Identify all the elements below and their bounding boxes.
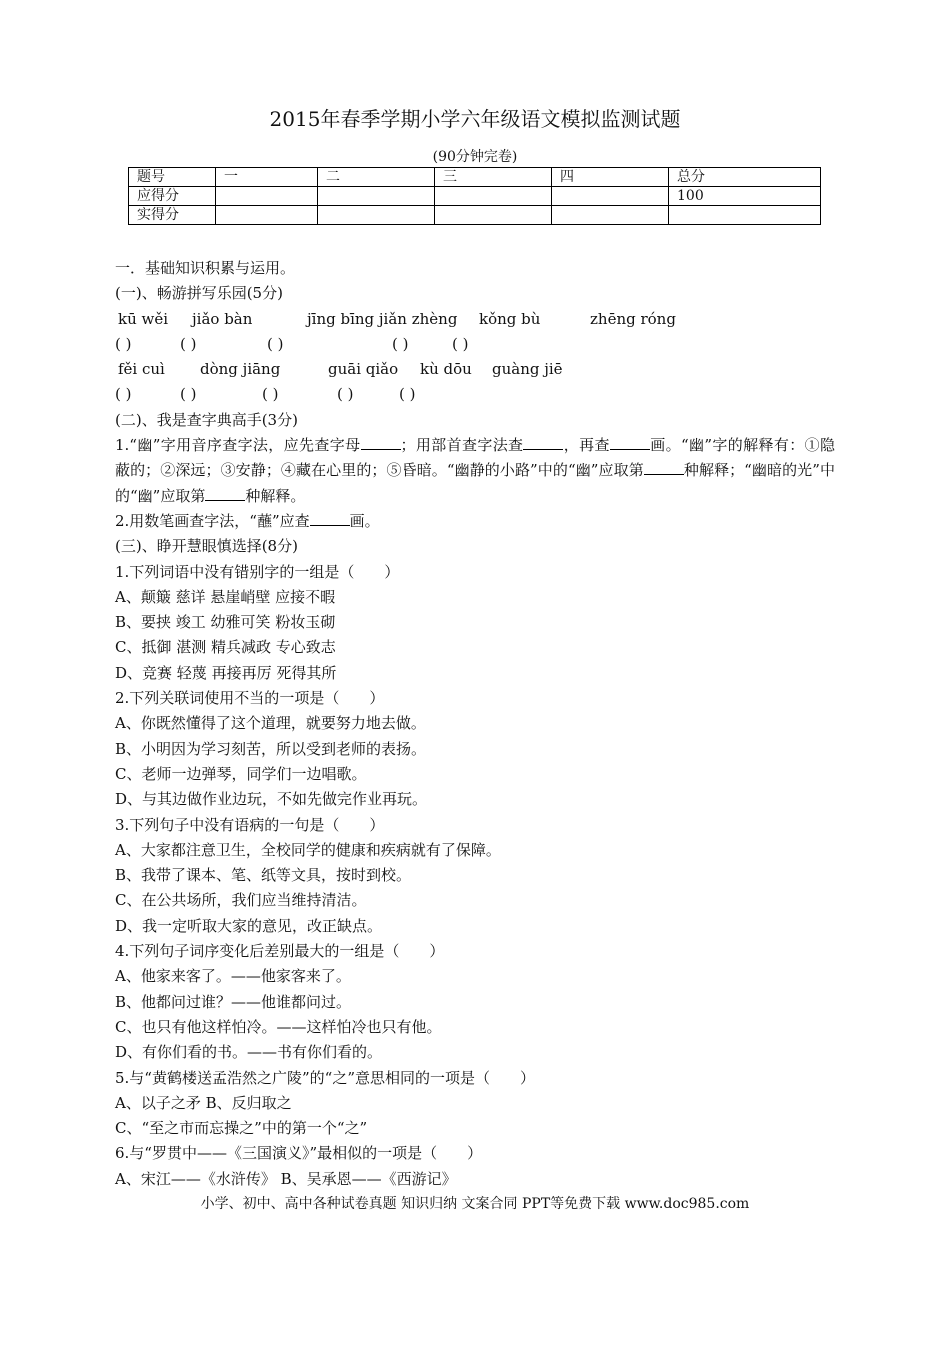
option-line[interactable]: A、大家都注意卫生，全校同学的健康和疾病就有了保障。 <box>115 840 501 859</box>
option-line[interactable]: C、抵御 湛测 精兵减政 专心致志 <box>115 638 336 657</box>
table-cell: 应得分 <box>129 187 216 206</box>
option-line[interactable]: D、竞赛 轻蔑 再接再厉 死得其所 <box>115 663 337 682</box>
table-cell[interactable] <box>552 187 669 206</box>
pinyin-item: guāi qiǎo <box>328 360 399 379</box>
table-cell[interactable] <box>318 187 435 206</box>
answer-blank[interactable]: ( ) <box>452 334 469 353</box>
fill-blank[interactable] <box>610 435 650 450</box>
pinyin-item: fěi cuì <box>118 360 165 379</box>
answer-blank[interactable]: ( ) <box>180 334 197 353</box>
text-segment: 1.“幽”字用音序查字法，应先查字母 <box>115 436 361 455</box>
option-line[interactable]: B、小明因为学习刻苦，所以受到老师的表扬。 <box>115 739 427 758</box>
fill-blank[interactable] <box>205 486 245 501</box>
option-line[interactable]: D、我一定听取大家的意见，改正缺点。 <box>115 916 383 935</box>
option-line[interactable]: A、以子之矛 B、反归取之 <box>115 1093 292 1112</box>
option-line[interactable]: C、老师一边弹琴，同学们一边唱歌。 <box>115 764 367 783</box>
text-segment: 画。 <box>349 511 380 530</box>
answer-blank[interactable]: ( ) <box>262 385 279 404</box>
option-line[interactable]: A、宋江——《水浒传》 B、吴承恩——《西游记》 <box>115 1169 457 1188</box>
table-cell: 一 <box>216 168 318 187</box>
question-line: 5.与“黄鹤楼送孟浩然之广陵”的“之”意思相同的一项是（ ） <box>115 1068 535 1087</box>
option-line[interactable]: B、他都问过谁？——他谁都问过。 <box>115 992 352 1011</box>
table-cell: 题号 <box>129 168 216 187</box>
fill-blank[interactable] <box>523 435 563 450</box>
text-segment: ，再查 <box>563 436 610 455</box>
option-line[interactable]: B、要挟 竣工 幼雅可笑 粉妆玉砌 <box>115 613 336 632</box>
table-cell[interactable] <box>318 206 435 225</box>
option-line[interactable]: A、你既然懂得了这个道理，就要努力地去做。 <box>115 714 426 733</box>
table-cell[interactable] <box>216 206 318 225</box>
table-cell: 实得分 <box>129 206 216 225</box>
page-title: 2015年春季学期小学六年级语文模拟监测试题 <box>269 107 681 131</box>
answer-blank[interactable]: ( ) <box>115 334 132 353</box>
fill-blank[interactable] <box>644 460 684 475</box>
answer-blank[interactable]: ( ) <box>180 385 197 404</box>
question-line: 2.下列关联词使用不当的一项是（ ） <box>115 689 385 708</box>
question-line: 3.下列句子中没有语病的一句是（ ） <box>115 815 385 834</box>
option-line[interactable]: A、他家来客了。——他家客来了。 <box>115 967 351 986</box>
table-cell: 四 <box>552 168 669 187</box>
answer-blank[interactable]: ( ) <box>337 385 354 404</box>
fill-blank[interactable] <box>310 511 350 526</box>
text-segment: 种解释；“幽暗的光”中的“幽”应取第 <box>115 461 835 505</box>
pinyin-item: guàng jiē <box>492 360 563 379</box>
table-cell[interactable] <box>435 206 552 225</box>
pinyin-item: zhēng róng <box>590 309 676 328</box>
table-row <box>129 187 821 206</box>
question-line: 4.下列句子词序变化后差别最大的一组是（ ） <box>115 942 445 961</box>
pinyin-item: kù dōu <box>420 360 472 379</box>
table-cell: 100 <box>669 187 821 206</box>
table-cell[interactable] <box>216 187 318 206</box>
table-cell: 总分 <box>669 168 821 187</box>
option-line[interactable]: D、有你们看的书。——书有你们看的。 <box>115 1043 383 1062</box>
pinyin-item: jiǎo bàn <box>192 309 253 328</box>
option-line[interactable]: C、“至之市而忘操之”中的第一个“之” <box>115 1119 368 1138</box>
option-line[interactable]: C、在公共场所，我们应当维持清洁。 <box>115 891 367 910</box>
table-row <box>129 168 821 187</box>
part-heading: (二)、我是查字典高手(3分) <box>115 410 298 429</box>
option-line[interactable]: D、与其边做作业边玩，不如先做完作业再玩。 <box>115 790 428 809</box>
question-line: 1.下列词语中没有错别字的一组是（ ） <box>115 562 400 581</box>
answer-blank[interactable]: ( ) <box>115 385 132 404</box>
exam-body <box>115 256 835 1192</box>
table-cell: 三 <box>435 168 552 187</box>
answer-row[interactable] <box>115 332 835 357</box>
text-segment: 种解释。 <box>245 486 306 505</box>
answer-row[interactable] <box>115 382 835 407</box>
part-heading: (一)、畅游拼写乐园(5分) <box>115 284 283 303</box>
answer-blank[interactable]: ( ) <box>267 334 284 353</box>
question-text <box>115 509 835 534</box>
section-heading: 一．基础知识积累与运用。 <box>115 259 296 277</box>
table-cell[interactable] <box>552 206 669 225</box>
text-segment: 2.用数笔画查字法，“蘸”应查 <box>115 511 310 530</box>
option-line[interactable]: C、也只有他这样怕冷。——这样怕冷也只有他。 <box>115 1017 442 1036</box>
answer-blank[interactable]: ( ) <box>392 334 409 353</box>
pinyin-item: jīng bīng jiǎn zhèng <box>307 309 458 328</box>
score-table <box>128 167 821 225</box>
text-segment: 画。“幽”字的解释有：①隐蔽的；②深远；③安静；④藏在心里的；⑤昏暗。“幽静的小路”中的“幽”应取第 <box>115 436 835 480</box>
question-text <box>115 433 835 509</box>
option-line[interactable]: A、颠簸 慈详 悬崖峭壁 应接不暇 <box>115 587 336 606</box>
pinyin-row <box>115 357 835 382</box>
pinyin-item: kū wěi <box>118 309 169 328</box>
option-line[interactable]: B、我带了课本、笔、纸等文具，按时到校。 <box>115 866 412 885</box>
table-row <box>129 206 821 225</box>
table-cell: 二 <box>318 168 435 187</box>
table-cell[interactable] <box>669 206 821 225</box>
fill-blank[interactable] <box>361 435 401 450</box>
text-segment: ；用部首查字法查 <box>400 436 524 455</box>
pinyin-item: kǒng bù <box>479 309 541 328</box>
page-subtitle: (90分钟完卷) <box>432 149 518 165</box>
table-cell[interactable] <box>435 187 552 206</box>
pinyin-item: dòng jiāng <box>200 360 281 379</box>
part-heading: (三)、睁开慧眼慎选择(8分) <box>115 537 298 556</box>
pinyin-row <box>115 307 835 332</box>
question-line: 6.与“罗贯中——《三国演义》”最相似的一项是（ ） <box>115 1144 483 1163</box>
answer-blank[interactable]: ( ) <box>399 385 416 404</box>
footer-note: 小学、初中、高中各种试卷真题 知识归纳 文案合同 PPT等免费下载 www.doc985.com <box>200 1196 750 1212</box>
